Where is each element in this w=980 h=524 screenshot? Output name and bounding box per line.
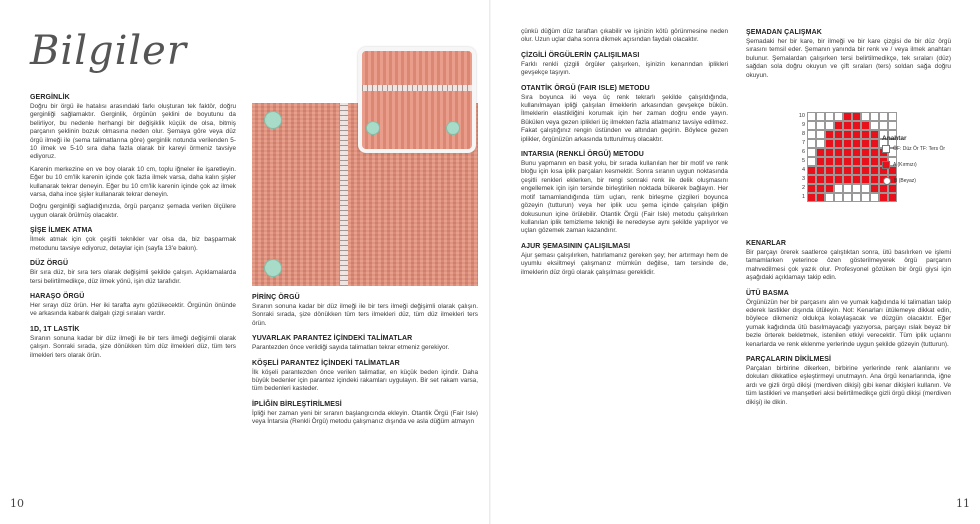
dot-swatch-icon (883, 177, 891, 185)
right-column-2-bottom (746, 239, 951, 413)
section-heading: AJUR ŞEMASININ ÇALIŞILMASI (521, 242, 631, 250)
section (521, 28, 728, 45)
key-item (882, 177, 945, 185)
section (30, 292, 236, 319)
tape-measure (362, 85, 472, 91)
page-number-right: 11 (956, 497, 970, 510)
chart-row (793, 193, 897, 202)
tape-measure (340, 103, 348, 286)
chart-cell-red (843, 148, 852, 157)
chart-cell-red (816, 193, 825, 202)
chart-cell-red (870, 157, 879, 166)
chart-cell-red (870, 184, 879, 193)
left-column-2 (252, 293, 478, 433)
chart-cell-red (834, 148, 843, 157)
chart-cell-red (861, 157, 870, 166)
page-gutter (489, 0, 491, 524)
chart-cell-white (888, 112, 897, 121)
section (252, 359, 478, 394)
chart-cell-white (825, 121, 834, 130)
chart-cell-red (870, 130, 879, 139)
chart-cell-red (807, 175, 816, 184)
key-title: Anahtar (882, 135, 907, 142)
chart-cell-red (816, 166, 825, 175)
row-number: 8 (801, 131, 805, 137)
chart-cell-red (825, 166, 834, 175)
section-heading: KÖŞELİ PARANTEZ İÇİNDEKİ TALİMATLAR (252, 359, 400, 367)
row-number: 10 (798, 113, 805, 119)
chart-cell-white (816, 130, 825, 139)
pin-icon (264, 259, 282, 277)
section (30, 259, 236, 286)
body-paragraph: Her sırayı düz örün. Her iki tarafta aynı gözükecektir. Örgünün önünde ve arkasında kabarık dalgalı çizgi sıraları vardır. (30, 301, 236, 318)
chart-cell-white (888, 121, 897, 130)
chart-cell-red (843, 175, 852, 184)
row-number: 7 (801, 140, 805, 146)
chart-cell-red (861, 166, 870, 175)
section-heading: ŞEMADAN ÇALIŞMAK (746, 29, 822, 36)
chart-cell-red (879, 193, 888, 202)
row-number: 3 (801, 176, 805, 182)
chart-cell-white (834, 112, 843, 121)
body-paragraph: Farklı renkli çizgili örgüler çalışırken, işinizin kenarından iplikleri gevşekçe taşıyın. (521, 60, 728, 77)
section-heading: OTANTİK ÖRGÜ (FAIR ISLE) METODU (521, 84, 650, 92)
chart-cell-red (807, 193, 816, 202)
chart-cell-red (852, 139, 861, 148)
chart-cell-white (852, 193, 861, 202)
key-label: B (Beyaz) (894, 178, 916, 184)
page-title: Bilgiler (30, 28, 187, 74)
chart-cell-white (870, 193, 879, 202)
chart-cell-red (861, 130, 870, 139)
left-column-1 (30, 93, 236, 366)
chart-cell-red (852, 148, 861, 157)
chart-cell-red (843, 166, 852, 175)
chart-cell-red (870, 148, 879, 157)
chart-cell-white (870, 112, 879, 121)
body-paragraph: Parantezden önce verildiği sayıda talimatları tekrar etmeniz gerekiyor. (252, 344, 450, 352)
right-column-2-top (746, 28, 951, 86)
color-swatch-icon (882, 161, 890, 169)
body-paragraph: Bunu yapmanın en basit yolu, bir sırada kullanılan her bir motif ve renk bloğu için kısa iplik parçaları kesmektir. Sonra sıranın uygun noktasında çeşitli renkleri eklerken, bir rengi sonraki renk ile delik oluşmasını engellemek için işin tersinde birleştirilen noktada bükerek bağlayın. Her motif tamamlandığında tüm uçları, renk birleşme çizgileri boyunca gözeyin (tutturun) veya her iplik ucu şema içinde çalışılan ipliğin dokusunun içine örülebilir. Otantik Örgü (Fair Isle) metodu çalışılırken kullanılan iplik temizleme tekniği ile neredeyse aynı şekilde yapılıyor ve uçları gözemek zaman kazandırır. (521, 160, 728, 235)
chart-cell-white (816, 121, 825, 130)
row-number: 6 (801, 149, 805, 155)
section-heading: PİRİNÇ ÖRGÜ (252, 294, 300, 301)
section-heading: PARÇALARIN DİKİLMESİ (746, 356, 832, 364)
body-paragraph: Bir sıra düz, bir sıra ters olarak değişimli şekilde çalışın. Açıklamalarda tersi belirtilmedikçe, düz ilmek yönü, işin düz tarafıdır. (30, 269, 236, 285)
color-swatch-icon (882, 145, 890, 153)
chart-cell-red (852, 121, 861, 130)
section (521, 51, 728, 78)
pin-icon (446, 121, 460, 135)
body-paragraph: çünkü düğüm düz taraftan çıkabilir ve işinizin kötü görünmesine neden olur. Uzun uçlar daha sonra dikmek açısından faydalı olacaktır. (521, 28, 728, 44)
body-paragraph: Ajur şeması çalışılırken, hatırlamanız gereken şey; her artırmayı hem de uyumlu eksiltmeyi çalışmanız mümkün değilse, tam tersinde de, ilmeklerin düz örgü olarak çalışılması gereklidir. (521, 251, 728, 276)
body-paragraph: Örgünüzün her bir parçasını alın ve yumak kağıdında ki talimatları takip ederek lastikler dışında ütüleyin. Not: Kenarları ütülemeye dikkat edin, böylece dikmeniz oldukça kolaylaşacak ve düzgün olacaktır. Eğer yumak kağıdında ütü basılmayacağı yazıyorsa, parçayı ıslak beyaz bir bezle örterek bekletmek, istenilen etkiyi verecektir. Tüm iplik uçlarını kenarlarda ve renk eklenme yerlerinde uygun şekilde gözeyin (tutturun). (746, 298, 951, 348)
chart-cell-red (825, 139, 834, 148)
chart-cell-white (816, 112, 825, 121)
row-number: 5 (801, 158, 805, 164)
section (252, 334, 478, 352)
section-heading: 1D, 1T LASTİK (30, 325, 80, 333)
chart-cell-red (852, 175, 861, 184)
chart-cell-white (879, 121, 888, 130)
section (252, 293, 478, 328)
chart-cell-white (807, 130, 816, 139)
body-paragraph: Karenin merkezine en ve boy olarak 10 cm, toplu iğneler ile işaretleyin. Eğer bu 10 cm'lik karenin içinde çok fazla ilmek varsa, daha kalın şişler kullanarak tekrar deneyin. Eğer bu 10 cm'lik karenin içinde çok az ilmek varsa, daha ince şişler kullanarak tekrar deneyin. (30, 165, 236, 199)
chart-cell-red (834, 121, 843, 130)
key-label: ÖF: Düz Ör TF: Ters Ör (893, 146, 946, 152)
body-paragraph: Sıranın sonuna kadar bir düz ilmeği ile bir ters ilmeği değişimli olarak çalışın. Sonraki sırada, şize dönükken tüm düz ilmekleri düz, tüm ters ilmekleri ters olarak örün. (30, 334, 236, 359)
chart-cell-white (843, 193, 852, 202)
chart-cell-red (816, 157, 825, 166)
chart-cell-white (879, 112, 888, 121)
chart-cell-white (807, 139, 816, 148)
chart-cell-white (843, 184, 852, 193)
section-heading: DÜZ ÖRGÜ (30, 260, 69, 268)
section-heading: YUVARLAK PARANTEZ İÇİNDEKİ TALİMATLAR (252, 335, 413, 343)
chart-cell-red (834, 157, 843, 166)
key-item (882, 145, 945, 153)
section (521, 242, 728, 277)
key-label: A (Kırmızı) (893, 162, 917, 168)
row-number: 2 (801, 185, 805, 191)
chart-cell-white (807, 157, 816, 166)
section (521, 150, 728, 236)
chart-cell-red (888, 193, 897, 202)
chart-cell-red (816, 148, 825, 157)
chart-cell-red (807, 166, 816, 175)
page-number-left: 10 (10, 497, 24, 510)
body-paragraph: Şemadaki her bir kare, bir ilmeği ve bir kare çizgisi de bir düz örgü sırasını temsil eder. Şemanın yanında bir renk ve / veya ilmek anahtarı bulunur. Şemalardan çalışırken tersi belirtilmedikçe, tek sıraları (düz) sağdan sola doğru okuyun ve çift sıraları (ters) soldan sağa doğru okuyun. (746, 38, 951, 79)
section-heading: INTARSIA (RENKLİ ÖRGÜ) METODU (521, 151, 644, 159)
chart-cell-red (852, 166, 861, 175)
section-heading: ŞİŞE İLMEK ATMA (30, 227, 93, 235)
section (746, 289, 951, 349)
chart-key (882, 135, 945, 193)
chart-cell-white (807, 121, 816, 130)
section (30, 325, 236, 360)
chart-cell-white (834, 184, 843, 193)
chart-cell-red (834, 175, 843, 184)
chart-cell-red (825, 175, 834, 184)
chart-cell-red (843, 130, 852, 139)
chart-cell-white (816, 139, 825, 148)
section-heading: HARAŞO ÖRGÜ (30, 292, 85, 300)
chart-cell-red (852, 157, 861, 166)
right-column-1 (521, 28, 728, 283)
chart-cell-white (861, 193, 870, 202)
body-paragraph: Sıra boyunca iki veya üç renk tekrarlı şekilde çalışıldığında, kullanılmayan ipliği çalışılan ilmeklerin arkasından gevşekçe bükün. İlmeklerin elastikliğini korumak için her zaman doğru ende yayın. Bükülen veya gezen iplikleri üç ilmekten fazla atlatmanız tavsiye edilmez. Fakat çalıştığınız rengin üstünden ve altından geçirin. Böylece gezen iplikler, örgünüzün arkasında tutturulmuş olacaktır. (521, 93, 728, 143)
body-paragraph: Sıranın sonuna kadar bir düz ilmeği ile bir ters ilmeği değişimli olarak çalışın. Sonraki sırada, şize dönükken tüm ters ilmekleri düz, tüm düz ilmekleri ters örün. (252, 303, 478, 327)
chart-cell-red (834, 166, 843, 175)
row-number: 9 (801, 122, 805, 128)
body-paragraph: Bir parçayı örerek saatlerce çalıştıktan sonra, ütü basılırken ve işlemi tamamlarken yeterince özen gösterilmeyerek örgü parçanın mahvedilmesi çok yazık olur. Profesyonel gözüken bir örgü giysi için aşağıdaki açıklamayı takip edin. (746, 249, 951, 282)
section-heading: KENARLAR (746, 240, 787, 247)
chart-cell-red (852, 112, 861, 121)
pin-icon (264, 111, 282, 129)
chart-cell-red (870, 175, 879, 184)
chart-cell-white (807, 112, 816, 121)
row-number: 4 (801, 167, 805, 173)
pin-icon (366, 121, 380, 135)
chart-cell-red (861, 175, 870, 184)
section (746, 28, 951, 80)
section (746, 239, 951, 283)
chart-cell-white (807, 148, 816, 157)
chart-cell-white (825, 193, 834, 202)
chart-cell-red (843, 121, 852, 130)
body-paragraph: İlmek atmak için çok çeşitli teknikler var olsa da, biz başparmak metodunu tavsiye ediyoruz, detaylar için (sayfa 13'e bakın). (30, 236, 236, 252)
section-heading: GERGİNLİK (30, 94, 70, 101)
chart-cell-red (834, 130, 843, 139)
chart-cell-red (816, 184, 825, 193)
chart-cell-red (852, 130, 861, 139)
chart-cell-red (825, 130, 834, 139)
section-heading: İPLİĞİN BİRLEŞTİRİLMESİ (252, 400, 342, 408)
section-heading: ÜTÜ BASMA (746, 289, 789, 297)
chart-cell-white (870, 121, 879, 130)
chart-cell-red (861, 121, 870, 130)
body-paragraph: İlk köşeli parantezden önce verilen talimatlar, en küçük beden içindir. Daha büyük bedenler için parantez içindeki rakamları uygulayın. Bir set rakam varsa, tüm bedenleri kasteder. (252, 368, 478, 393)
chart-cell-red (843, 139, 852, 148)
chart-cell-red (843, 112, 852, 121)
chart-cell-red (825, 184, 834, 193)
chart-cell-red (870, 166, 879, 175)
chart-cell-red (807, 184, 816, 193)
chart-cell-red (825, 157, 834, 166)
body-paragraph: Doğru gerginliği sağladığınızda, örgü parçanız şemada verilen ölçülere uygun olarak örülmüş olacaktır. (30, 203, 236, 219)
section (252, 400, 478, 427)
chart-cell-red (861, 148, 870, 157)
chart-cell-red (870, 139, 879, 148)
chart-cell-red (825, 148, 834, 157)
chart-cell-white (834, 193, 843, 202)
swatch-detail-photo (358, 47, 476, 153)
chart-cell-red (816, 175, 825, 184)
section (30, 226, 236, 253)
section-heading: ÇİZGİLİ ÖRGÜLERİN ÇALIŞILMASI (521, 51, 640, 59)
chart-cell-red (843, 157, 852, 166)
chart-row (793, 112, 897, 121)
chart-cell-red (861, 139, 870, 148)
row-number: 1 (801, 194, 805, 200)
section (30, 93, 236, 220)
body-paragraph: Parçaları birbirine dikerken, birbirine yerlerinde renk alanlarını ve dokuları dikkatlice eşleştirmeyi unutmayın. Ana örgü kenarlarında, iğne ardı ve gizli örgü dikişi (merdiven dikişi) gibi kenar dikişleri kullanın. Ve tüm lastikleri ve manşetleri aksi belirtilmedikçe gizli örgü dikişi (merdiven dikişi) ile dikin. (746, 365, 951, 406)
chart-cell-red (834, 139, 843, 148)
chart-cell-white (825, 112, 834, 121)
section (746, 355, 951, 407)
chart-cell-white (861, 112, 870, 121)
body-paragraph: Doğru bir örgü ile hatalısı arasındaki farkı oluşturan tek faktör, doğru gerginliği sağlamaktır. Gerginlik, örgünün şeklini de boyutunu da belirliyor, bu nedenle herhangi bir değişiklik küçük de olsa, bitmiş parçanın şeklinin bozuk olmasına neden olur. Şemaya göre veya düz örgü ilmeği ile (sema talimatlarına göre) gerginlik notunda verilenden 5-10 ilmek ve 5-10 sıra daha fazla olarak bir kareyi örmeniz tavsiye ediyoruz. (30, 103, 236, 161)
body-paragraph: İpliği her zaman yeni bir sıranın başlangıcında ekleyin. Otantik Örgü (Fair Isle) veya İntarsia (Renkli Örgü) metodu çalışmanız dışında ve asla düğüm atmayın (252, 409, 478, 426)
chart-cell-white (852, 184, 861, 193)
key-item (882, 161, 945, 169)
section (521, 84, 728, 144)
chart-row (793, 121, 897, 130)
chart-cell-white (861, 184, 870, 193)
